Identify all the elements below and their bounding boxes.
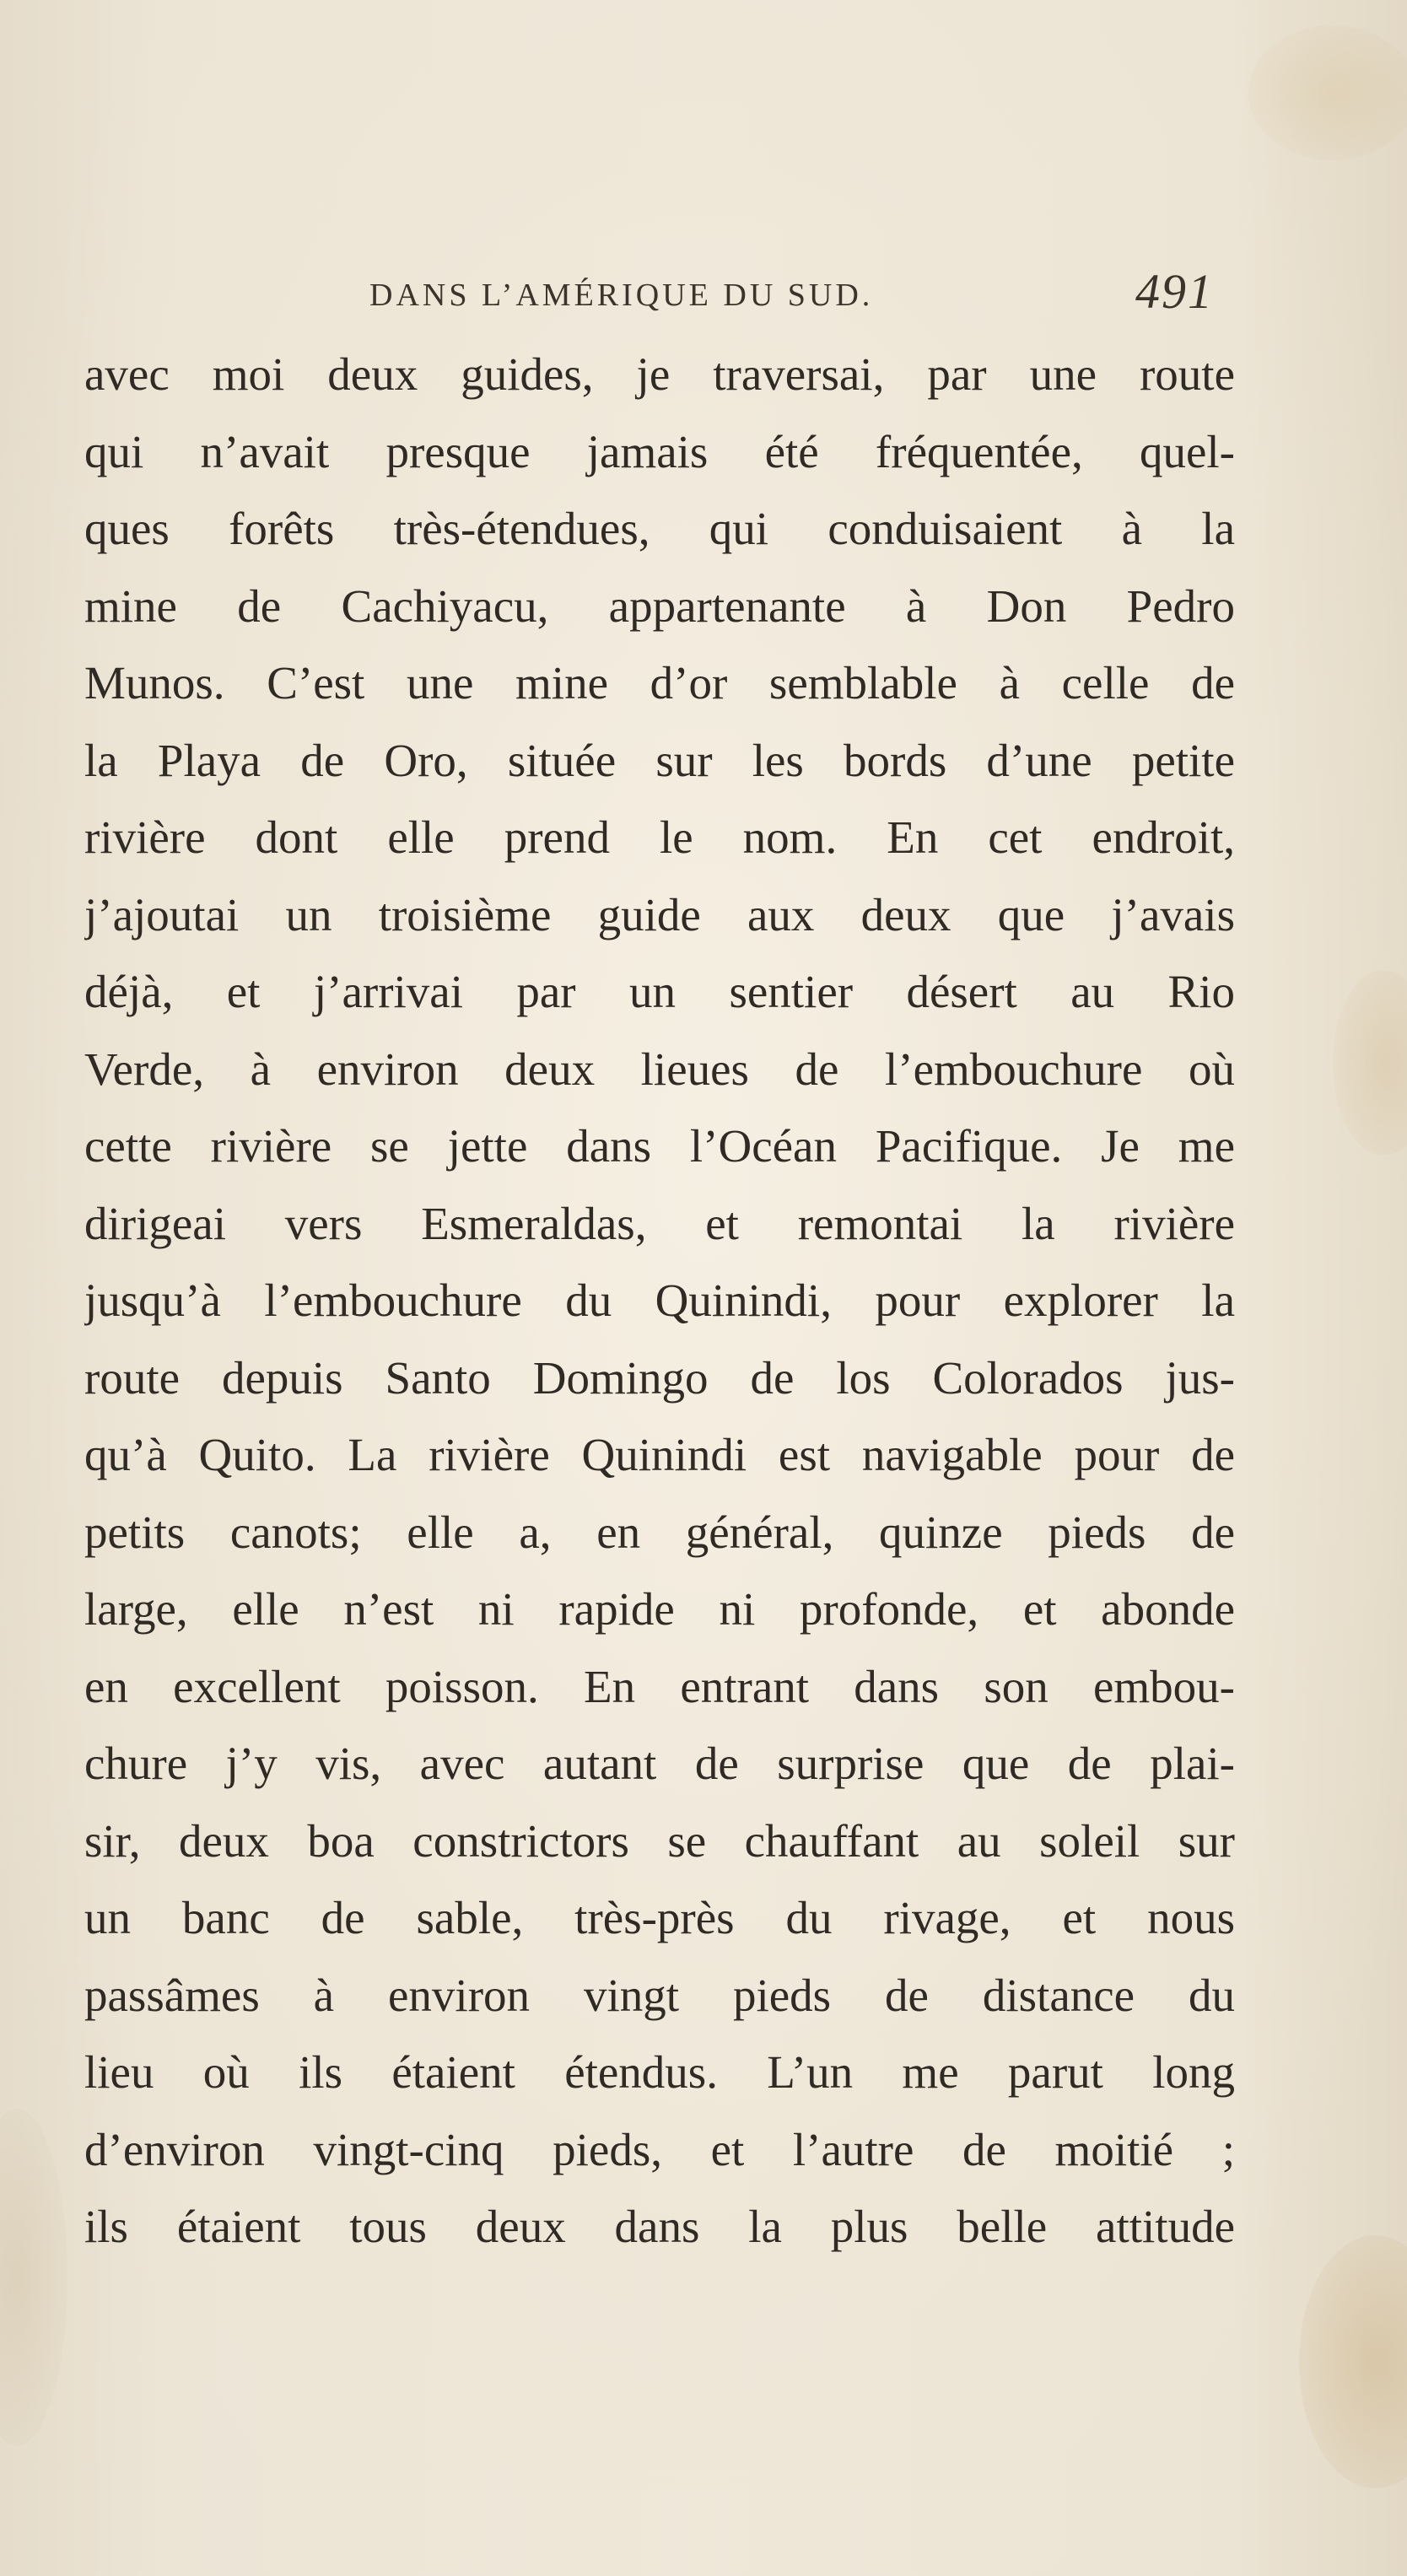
text-line: dirigeai vers Esmeraldas, et remontai la rivière (84, 1197, 1235, 1249)
text-line: un banc de sable, très-près du rivage, et nous (84, 1892, 1235, 1943)
text-line: route depuis Santo Domingo de los Colorados jus- (84, 1351, 1235, 1404)
text-line: jusqu’à l’embouchure du Quinindi, pour explorer la (84, 1275, 1235, 1326)
text-line: qu’à Quito. La rivière Quinindi est navigable pour de (84, 1429, 1235, 1480)
page-number: 491 (1135, 264, 1214, 319)
text-line: avec moi deux guides, je traversai, par une route (84, 348, 1235, 400)
text-line: cette rivière se jette dans l’Océan Pacifique. Je me (84, 1120, 1235, 1172)
text-line: en excellent poisson. En entrant dans son embou- (84, 1660, 1235, 1712)
running-head (369, 263, 1247, 331)
text-line: d’environ vingt-cinq pieds, et l’autre de moitié ; (84, 2123, 1235, 2175)
text-line: passâmes à environ vingt pieds de distance du (84, 1969, 1235, 2021)
text-line: rivière dont elle prend le nom. En cet endroit, (84, 811, 1235, 863)
text-line: Munos. C’est une mine d’or semblable à celle de (84, 657, 1235, 709)
text-line: qui n’avait presque jamais été fréquentée, quel- (84, 425, 1235, 477)
text-line: j’ajoutai un troisième guide aux deux que j’avais (84, 888, 1235, 940)
foxing-stain (0, 2109, 67, 2446)
text-line: lieu où ils étaient étendus. L’un me parut long (84, 2046, 1235, 2098)
text-line: la Playa de Oro, située sur les bords d’une petite (84, 734, 1235, 786)
running-title: DANS L’AMÉRIQUE DU SUD. (369, 278, 874, 313)
text-line: mine de Cachiyacu, appartenante à Don Pedro (84, 579, 1235, 632)
body-text (84, 336, 1235, 2266)
foxing-stain (1333, 970, 1407, 1156)
text-line: petits canots; elle a, en général, quinze pieds de (84, 1506, 1235, 1558)
foxing-stain (1299, 2235, 1407, 2488)
text-line: ques forêts très-étendues, qui conduisaient à la (84, 503, 1235, 554)
text-line: chure j’y vis, avec autant de surprise que de plai- (84, 1738, 1235, 1789)
text-line: déjà, et j’arrivai par un sentier désert au Rio (84, 966, 1235, 1017)
text-line: large, elle n’est ni rapide ni profonde, et abonde (84, 1583, 1235, 1635)
text-line: ils étaient tous deux dans la plus belle attitude (84, 2201, 1235, 2252)
text-line: Verde, à environ deux lieues de l’embouchure où (84, 1043, 1235, 1095)
foxing-stain (1248, 25, 1407, 160)
text-line: sir, deux boa constrictors se chauffant au soleil sur (84, 1814, 1235, 1867)
